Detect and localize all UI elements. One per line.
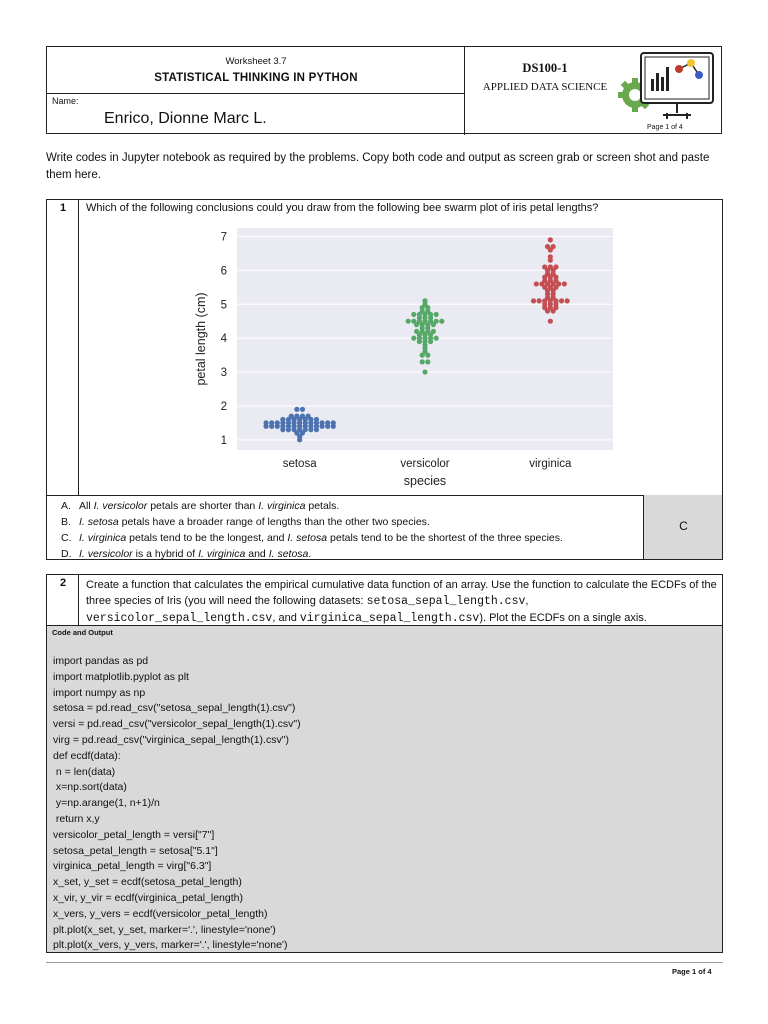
- versicolor-point: [420, 359, 425, 364]
- footer-page-number: Page 1 of 4: [672, 967, 712, 976]
- y-tick-label: 3: [220, 367, 227, 380]
- virginica-point: [542, 264, 547, 269]
- student-name: Enrico, Dionne Marc L.: [104, 110, 267, 127]
- y-tick-label: 7: [220, 231, 227, 244]
- virginica-point: [548, 254, 553, 259]
- dataset-filename: virginica_sepal_length.csv: [299, 612, 480, 625]
- instructions-text: Write codes in Jupyter notebook as required by the problems. Copy both code and output as screen grab or screen shot and paste them here.: [46, 152, 710, 181]
- code-output-area: [47, 625, 722, 952]
- versicolor-point: [434, 312, 439, 317]
- data-science-logo-icon: [617, 49, 721, 123]
- y-tick-label: 2: [220, 400, 227, 413]
- question-text-part: ). Plot the ECDFs on a single axis.: [479, 612, 647, 624]
- versicolor-point: [434, 336, 439, 341]
- footer-divider: [46, 962, 723, 963]
- dataset-filename: versicolor_sepal_length.csv: [86, 612, 273, 625]
- separator-text: ,: [525, 595, 529, 607]
- header-page-number: Page 1 of 4: [647, 124, 683, 131]
- setosa-point: [314, 417, 319, 422]
- virginica-point: [562, 281, 567, 286]
- virginica-point: [548, 264, 553, 269]
- choice-letter: D.: [61, 548, 72, 560]
- python-code-block: import pandas as pd import matplotlib.pyplot as plt import numpy as np setosa = pd.read_csv("setosa_sepal_length(1).csv") versi = pd.read_csv("versicolor_sepal_length(1).csv") virg = pd.read_csv("virginica_sepal_length(1).csv") def ecdf(data): n = len(data) x=np.sort(data) y=np.arange(1, n+1)/n return x,y versicolor_petal_length = versi["7"] setosa_petal_length = setosa["5.1"] virginica_petal_length = virg["6.3"] x_set, y_set = ecdf(setosa_petal_length) x_vir, y_vir = ecdf(virginica_petal_length) x_vers, y_vers = ecdf(versicolor_petal_length) plt.plot(x_set, y_set, marker='.', linestyle='none') plt.plot(x_vers, y_vers, marker='.', linestyle='none'): [53, 655, 301, 952]
- setosa-point: [305, 414, 310, 419]
- setosa-point: [280, 417, 285, 422]
- virginica-point: [559, 298, 564, 303]
- setosa-point: [325, 420, 330, 425]
- versicolor-point: [439, 319, 444, 324]
- worksheet-header: [46, 46, 722, 134]
- choice-letter: B.: [61, 516, 71, 528]
- question-number: 2: [59, 577, 67, 589]
- virginica-point: [545, 244, 550, 249]
- worksheet-number: Worksheet 3.7: [225, 56, 287, 67]
- virginica-point: [565, 298, 570, 303]
- setosa-point: [289, 414, 294, 419]
- choices-divider: [47, 495, 722, 496]
- course-code: DS100-1: [522, 61, 568, 75]
- dataset-filename: setosa_sepal_length.csv: [366, 595, 526, 608]
- virginica-point: [548, 319, 553, 324]
- choice-text: All I. versicolor petals are shorter than I. virginica petals.: [79, 500, 340, 512]
- virginica-point: [548, 237, 553, 242]
- choice-letter: A.: [61, 500, 71, 512]
- virginica-point: [551, 244, 556, 249]
- y-tick-label: 5: [220, 299, 227, 312]
- question-number: 1: [59, 202, 67, 214]
- course-name: APPLIED DATA SCIENCE: [482, 81, 608, 93]
- versicolor-point: [411, 319, 416, 324]
- y-tick-label: 4: [220, 333, 227, 346]
- setosa-point: [294, 407, 299, 412]
- setosa-point: [294, 414, 299, 419]
- choice-c: [61, 530, 563, 546]
- versicolor-point: [411, 336, 416, 341]
- setosa-point: [319, 420, 324, 425]
- worksheet-title: STATISTICAL THINKING IN PYTHON: [154, 72, 358, 84]
- header-divider: [47, 93, 465, 94]
- y-axis-label: petal length (cm): [194, 292, 208, 386]
- name-label: Name:: [52, 96, 79, 106]
- question-2-table: [46, 574, 723, 953]
- virginica-point: [553, 264, 558, 269]
- y-tick-label: 6: [220, 265, 227, 278]
- versicolor-point: [406, 319, 411, 324]
- virginica-point: [534, 281, 539, 286]
- answer-choices: [61, 498, 563, 562]
- versicolor-point: [411, 312, 416, 317]
- code-output-label: Code and Output: [52, 628, 113, 637]
- choice-text: I. setosa petals have a broader range of lengths than the other two species.: [79, 516, 430, 528]
- choice-letter: C.: [61, 532, 72, 544]
- answer-cell: [643, 495, 722, 559]
- answer-value: C: [679, 519, 688, 533]
- choice-b: [61, 514, 563, 530]
- separator-text: , and: [272, 612, 300, 624]
- question-text: [86, 577, 720, 627]
- question-text: Which of the following conclusions could you draw from the following bee swarm plot of iris petal lengths?: [86, 202, 599, 214]
- versicolor-point: [414, 329, 419, 334]
- setosa-point: [263, 420, 268, 425]
- question-number-cell: [47, 200, 79, 495]
- versicolor-point: [425, 359, 430, 364]
- header-left-cell: [47, 47, 465, 135]
- choice-text: I. virginica petals tend to be the longest, and I. setosa petals tend to be the shortest of the three species.: [79, 532, 563, 544]
- question-number-cell: [47, 575, 79, 625]
- y-tick-label: 1: [220, 434, 227, 447]
- choice-a: [61, 498, 563, 514]
- setosa-point: [269, 420, 274, 425]
- versicolor-point: [431, 329, 436, 334]
- setosa-point: [300, 407, 305, 412]
- setosa-point: [331, 420, 336, 425]
- choice-d: [61, 546, 563, 562]
- x-axis-label: species: [403, 474, 447, 488]
- versicolor-point: [422, 298, 427, 303]
- x-tick-label: virginica: [529, 458, 572, 470]
- x-tick-label: versicolor: [400, 458, 450, 470]
- petal-length-swarm-chart: [187, 218, 627, 493]
- virginica-point: [537, 298, 542, 303]
- versicolor-point: [434, 319, 439, 324]
- question-1-table: [46, 199, 723, 560]
- virginica-point: [531, 298, 536, 303]
- setosa-point: [275, 420, 280, 425]
- x-tick-label: setosa: [282, 458, 317, 470]
- versicolor-point: [422, 369, 427, 374]
- choice-text: I. versicolor is a hybrid of I. virginica and I. setosa.: [79, 548, 312, 560]
- question-text-part: Create a function that calculates the empirical cumulative data function of an array. Use the function to calculate the ECDFs of the three species of Iris (you will need the following datasets:: [86, 579, 717, 607]
- setosa-point: [300, 414, 305, 419]
